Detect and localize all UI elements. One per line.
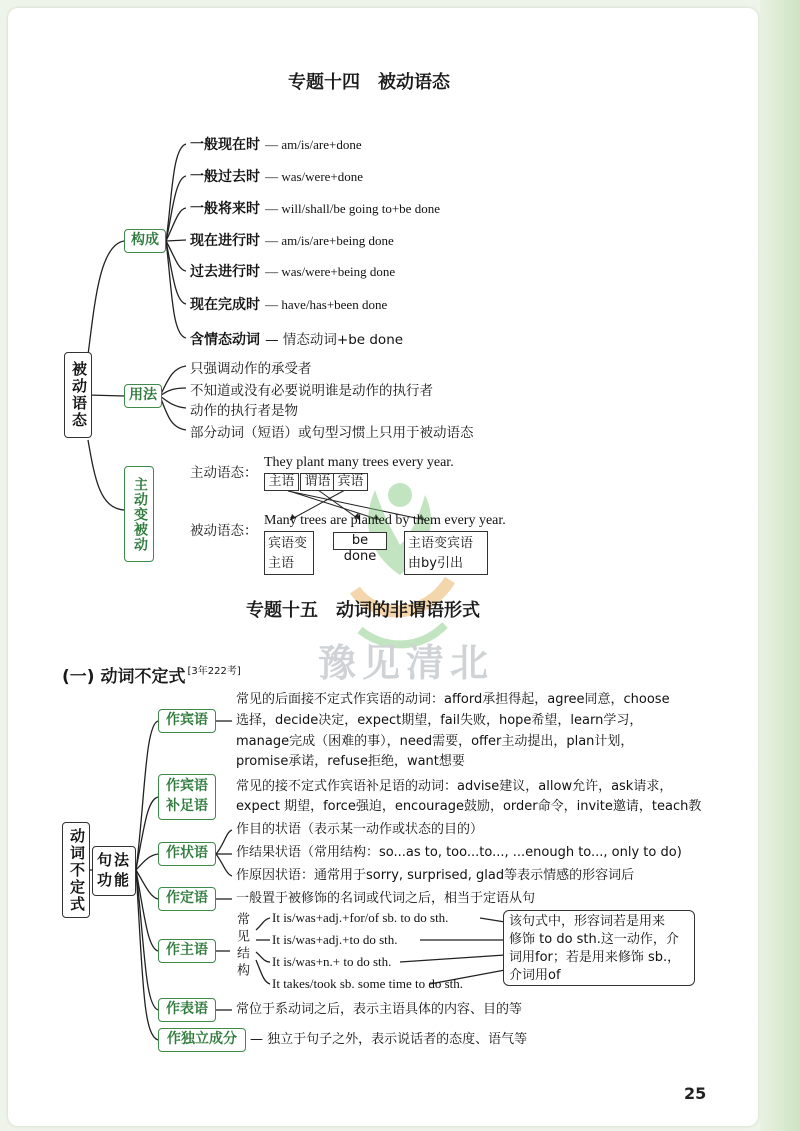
active-sentence: They plant many trees every year. — [264, 455, 454, 470]
box-subject-to-object: 主语变宾语 由by引出 — [404, 531, 488, 575]
passive-voice-label: 被动语态： — [190, 523, 258, 539]
usage-item: 不知道或没有必要说明谁是动作的执行者 — [190, 383, 433, 399]
part-subject: 主语 — [264, 473, 299, 491]
construct-item: 现在完成时 — have/has+been done — [190, 297, 388, 313]
branch-adverbial: 作状语 — [158, 842, 216, 866]
branch-subject: 作主语 — [158, 939, 216, 963]
infinitive-root: 动词不定式 — [62, 822, 90, 918]
subject-pattern: It is/was+n.+ to do sth. — [272, 954, 392, 969]
branch-independent: 作独立成分 — [158, 1028, 246, 1052]
adverbial-desc-line: 作原因状语：通常用于sorry, surprised, glad等表示情感的形容词后 — [236, 868, 635, 883]
passive-voice-root: 被动语态 — [64, 352, 92, 438]
branch-predicative: 作表语 — [158, 998, 216, 1022]
page-number: 25 — [684, 1084, 707, 1103]
connector-root-conversion — [88, 440, 124, 510]
object-desc-line: manage完成（困难的事），need需要，offer主动提出，plan计划， — [236, 734, 634, 749]
branch-object: 作宾语 — [158, 709, 216, 733]
construct-item: 一般现在时 — am/is/are+done — [190, 137, 362, 153]
watermark-text: 豫见清北 — [318, 641, 495, 685]
topic15-title: 专题十五 动词的非谓语形式 — [246, 600, 480, 621]
object-desc-line: 常见的后面接不定式作宾语的动词：afford承担得起，agree同意，choose — [236, 692, 670, 707]
subject-note-box: 该句式中，形容词若是用来 修饰 to do sth.这一动作，介 词用for；若是用来修饰 sb.， 介词用of — [503, 910, 695, 986]
construct-item: 含情态动词 — 情态动词+be done — [190, 332, 404, 348]
usage-item: 部分动词（短语）或句型习惯上只用于被动语态 — [190, 425, 474, 441]
active-voice-label: 主动语态： — [190, 465, 258, 481]
part-predicate: 谓语 — [300, 473, 335, 491]
predicative-desc-line: 常位于系动词之后，表示主语具体的内容、目的等 — [236, 1002, 523, 1017]
adverbial-desc-line: 作目的状语（表示某一动作或状态的目的） — [236, 822, 484, 837]
branch-object-complement: 作宾语 补足语 — [158, 774, 216, 820]
construct-branch: 构成 — [124, 229, 166, 253]
subject-pattern: It is/was+adj.+for/of sb. to do sth. — [272, 910, 449, 925]
attributive-desc-line: 一般置于被修饰的名词或代词之后，相当于定语从句 — [236, 891, 536, 906]
connector-root-construct — [88, 241, 124, 355]
subject-pattern: It takes/took sb. some time to do sth. — [272, 976, 464, 991]
box-be-done: be done — [333, 532, 387, 550]
usage-item: 只强调动作的承受者 — [190, 361, 312, 377]
common-structure-label: 常见结构 — [234, 912, 249, 980]
infinitive-section-title: (一) 动词不定式 [3年222考] — [62, 666, 241, 687]
construct-item: 现在进行时 — am/is/are+being done — [190, 233, 394, 249]
subject-pattern: It is/was+adj.+to do sth. — [272, 932, 398, 947]
independent-desc-line: — 独立于句子之外，表示说话者的态度、语气等 — [250, 1032, 528, 1047]
usage-branch: 用法 — [124, 384, 162, 408]
complement-desc-line: expect 期望，force强迫，encourage鼓励，order命令，invite邀请，teach教 — [236, 799, 702, 814]
object-desc-line: 选择，decide决定，expect期望，fail失败，hope希望，learn学习， — [236, 713, 643, 728]
adverbial-desc-line: 作结果状语（常用结构：so...as to, too...to..., ...enough to..., only to do) — [236, 845, 682, 860]
construct-item: 过去进行时 — was/were+being done — [190, 264, 396, 280]
topic14-title: 专题十四 被动语态 — [288, 72, 450, 93]
branch-attributive: 作定语 — [158, 887, 216, 911]
syntax-function-box: 句法功能 — [92, 846, 136, 896]
connector-root-usage — [88, 395, 124, 396]
part-object: 宾语 — [333, 473, 368, 491]
connector-func-object — [136, 721, 158, 870]
conversion-branch: 主动变被动 — [124, 466, 154, 562]
usage-item: 动作的执行者是物 — [190, 403, 298, 419]
object-desc-line: promise承诺，refuse拒绝，want想要 — [236, 754, 465, 769]
passive-sentence: Many trees are planted by them every year. — [264, 513, 506, 528]
construct-item: 一般过去时 — was/were+done — [190, 169, 364, 185]
complement-desc-line: 常见的接不定式作宾语补足语的动词：advise建议，allow允许，ask请求， — [236, 779, 673, 794]
construct-item: 一般将来时 — will/shall/be going to+be done — [190, 201, 440, 217]
box-object-to-subject: 宾语变 主语 — [264, 531, 314, 575]
